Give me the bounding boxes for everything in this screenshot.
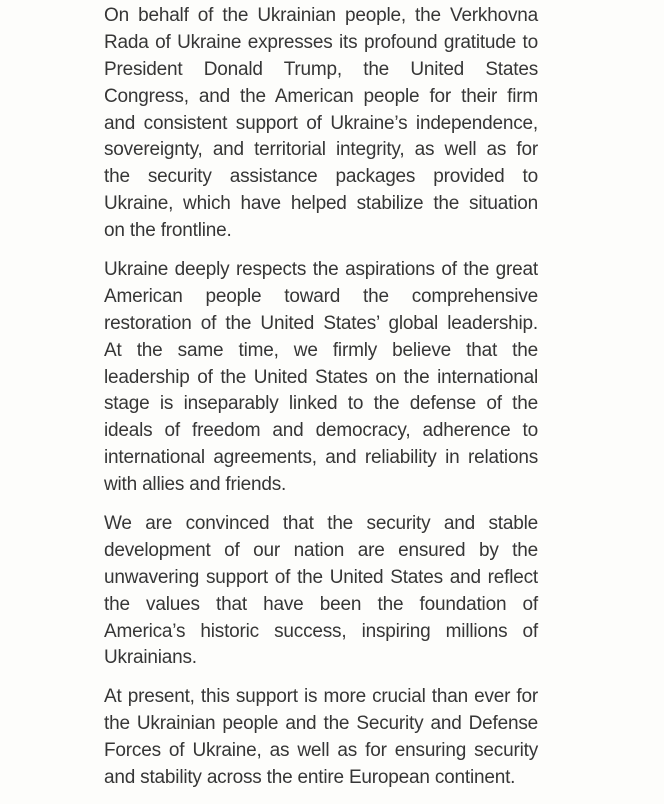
text-line: Ukraine deeply respects the aspirations of the great: [104, 259, 538, 281]
text-line: restoration of the United States’ global leadership.: [104, 312, 538, 334]
text-line: development of our nation are ensured by the: [104, 539, 538, 561]
text-line: and stability across the entire European continent.: [104, 767, 516, 789]
text-line: American people toward the comprehensive: [104, 285, 538, 307]
text-line: leadership of the United States on the international: [104, 366, 538, 388]
text-line: unwavering support of the United States and reflect: [104, 566, 538, 588]
paragraph: [104, 257, 538, 499]
text-line: the security assistance packages provided to: [104, 166, 538, 188]
text-line: We are convinced that the security and stable: [104, 513, 538, 535]
text-line: the values that have been the foundation of: [104, 593, 538, 615]
text-line: and consistent support of Ukraine’s independence,: [104, 112, 538, 134]
text-line: on the frontline.: [104, 220, 232, 242]
text-line: At the same time, we firmly believe that the: [104, 339, 538, 361]
text-line: the Ukrainian people and the Security and Defense: [104, 713, 538, 735]
text-line: On behalf of the Ukrainian people, the Verkhovna: [104, 5, 538, 26]
paragraph: [104, 684, 538, 792]
text-line: stage is inseparably linked to the defense of the: [104, 393, 538, 415]
text-line: Rada of Ukraine expresses its profound gratitude to: [104, 31, 538, 53]
text-line: President Donald Trump, the United States: [104, 58, 538, 80]
text-line: sovereignty, and territorial integrity, as well as for: [104, 139, 538, 161]
text-line: At present, this support is more crucial than ever for: [104, 686, 538, 708]
text-line: Forces of Ukraine, as well as for ensuring security: [104, 740, 538, 762]
text-line: Congress, and the American people for their firm: [104, 85, 538, 107]
paragraph: [104, 3, 538, 245]
text-line: America’s historic success, inspiring millions of: [104, 620, 538, 642]
text-column: [104, 3, 538, 804]
text-line: international agreements, and reliability in relations: [104, 447, 538, 469]
paragraph: [104, 511, 538, 672]
text-line: with allies and friends.: [104, 474, 287, 496]
text-line: Ukraine, which have helped stabilize the situation: [104, 193, 538, 215]
text-line: ideals of freedom and democracy, adherence to: [104, 420, 538, 442]
text-line: Ukrainians.: [104, 647, 197, 669]
